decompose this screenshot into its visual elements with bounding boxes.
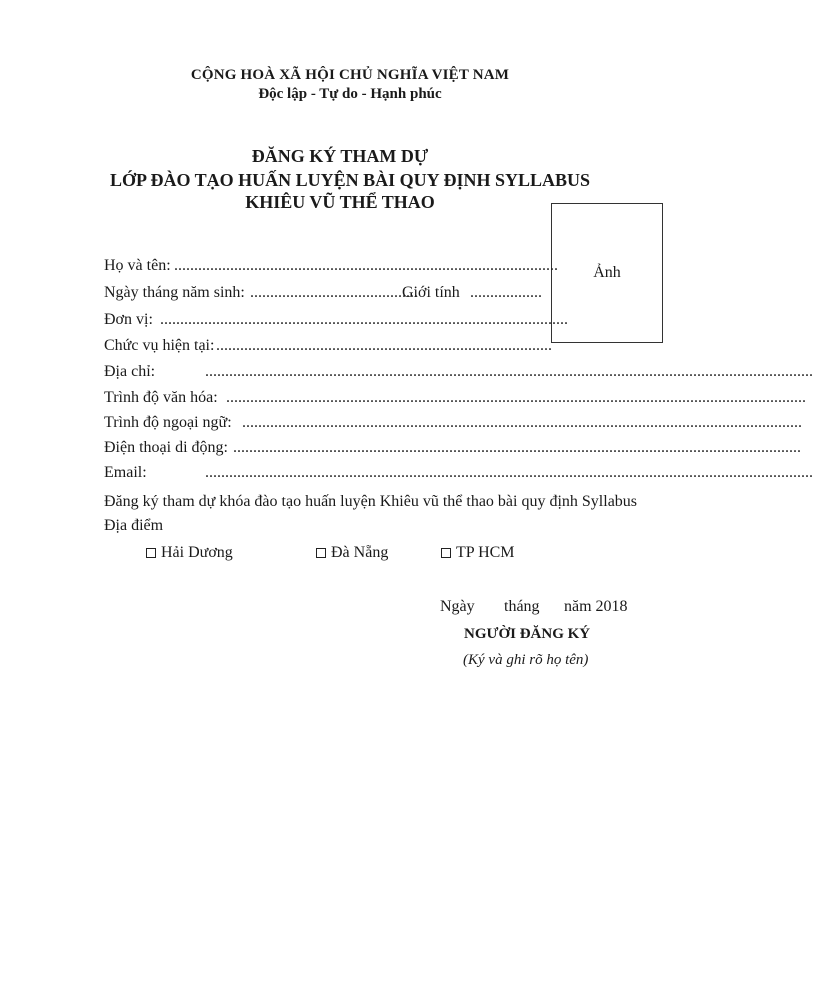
location-option-label: Đà Nẵng [331, 544, 389, 561]
location-option-hai-duong[interactable] [146, 544, 233, 562]
checkbox-icon[interactable] [441, 548, 451, 558]
registration-statement: Đăng ký tham dự khóa đào tạo huấn luyện Khiêu vũ thể thao bài quy định Syllabus [104, 493, 638, 510]
location-option-da-nang[interactable] [316, 544, 388, 562]
date-month-label: tháng [504, 598, 540, 615]
checkbox-icon[interactable] [316, 548, 326, 558]
address-input-line[interactable]: ........................................................................................................................................................ [205, 363, 813, 380]
unit-label: Đơn vị: [104, 311, 153, 328]
position-label: Chức vụ hiện tại: [104, 337, 215, 354]
location-label: Địa điểm [104, 517, 164, 534]
location-option-label: Hải Dương [161, 544, 233, 561]
signer-title: NGƯỜI ĐĂNG KÝ [464, 626, 591, 642]
phone-input-line[interactable]: .............................................................................................................................................. [233, 439, 801, 456]
signature-note: (Ký và ghi rõ họ tên) [463, 652, 589, 668]
language-input-line[interactable]: ............................................................................................................................................ [242, 414, 802, 431]
form-title-line-3: KHIÊU VŨ THỂ THAO [245, 192, 435, 212]
motto: Độc lập - Tự do - Hạnh phúc [258, 86, 442, 102]
birth-date-label: Ngày tháng năm sinh: [104, 284, 245, 301]
gender-label: Giới tính [402, 284, 460, 301]
photo-label: Ảnh [593, 264, 621, 281]
form-title-line-2: LỚP ĐÀO TẠO HUẤN LUYỆN BÀI QUY ĐỊNH SYLLABUS [109, 170, 591, 190]
location-option-label: TP HCM [456, 544, 515, 561]
email-label: Email: [104, 464, 147, 481]
position-input-line[interactable]: .................................................................................... [216, 337, 552, 354]
gender-input-line[interactable]: .................. [470, 284, 542, 301]
full-name-label: Họ và tên: [104, 257, 171, 274]
date-year-label: năm 2018 [564, 598, 628, 615]
checkbox-icon[interactable] [146, 548, 156, 558]
education-label: Trình độ văn hóa: [104, 389, 218, 406]
email-input-line[interactable]: ........................................................................................................................................................ [205, 464, 813, 481]
address-label: Địa chỉ: [104, 363, 156, 380]
form-title-line-1: ĐĂNG KÝ THAM DỰ [251, 146, 429, 166]
date-day-label: Ngày [440, 598, 475, 615]
location-option-tp-hcm[interactable] [441, 544, 515, 562]
full-name-input-line[interactable]: ................................................................................................ [174, 257, 558, 274]
education-input-line[interactable]: ................................................................................................................................................. [226, 389, 806, 406]
birth-date-input-line[interactable]: .......................................... [250, 284, 418, 301]
unit-input-line[interactable]: ...................................................................................................... [160, 311, 568, 328]
phone-label: Điện thoại di động: [104, 439, 228, 456]
nation-header: CỘNG HOÀ XÃ HỘI CHỦ NGHĨA VIỆT NAM [190, 67, 510, 83]
language-label: Trình độ ngoại ngữ: [104, 414, 232, 431]
